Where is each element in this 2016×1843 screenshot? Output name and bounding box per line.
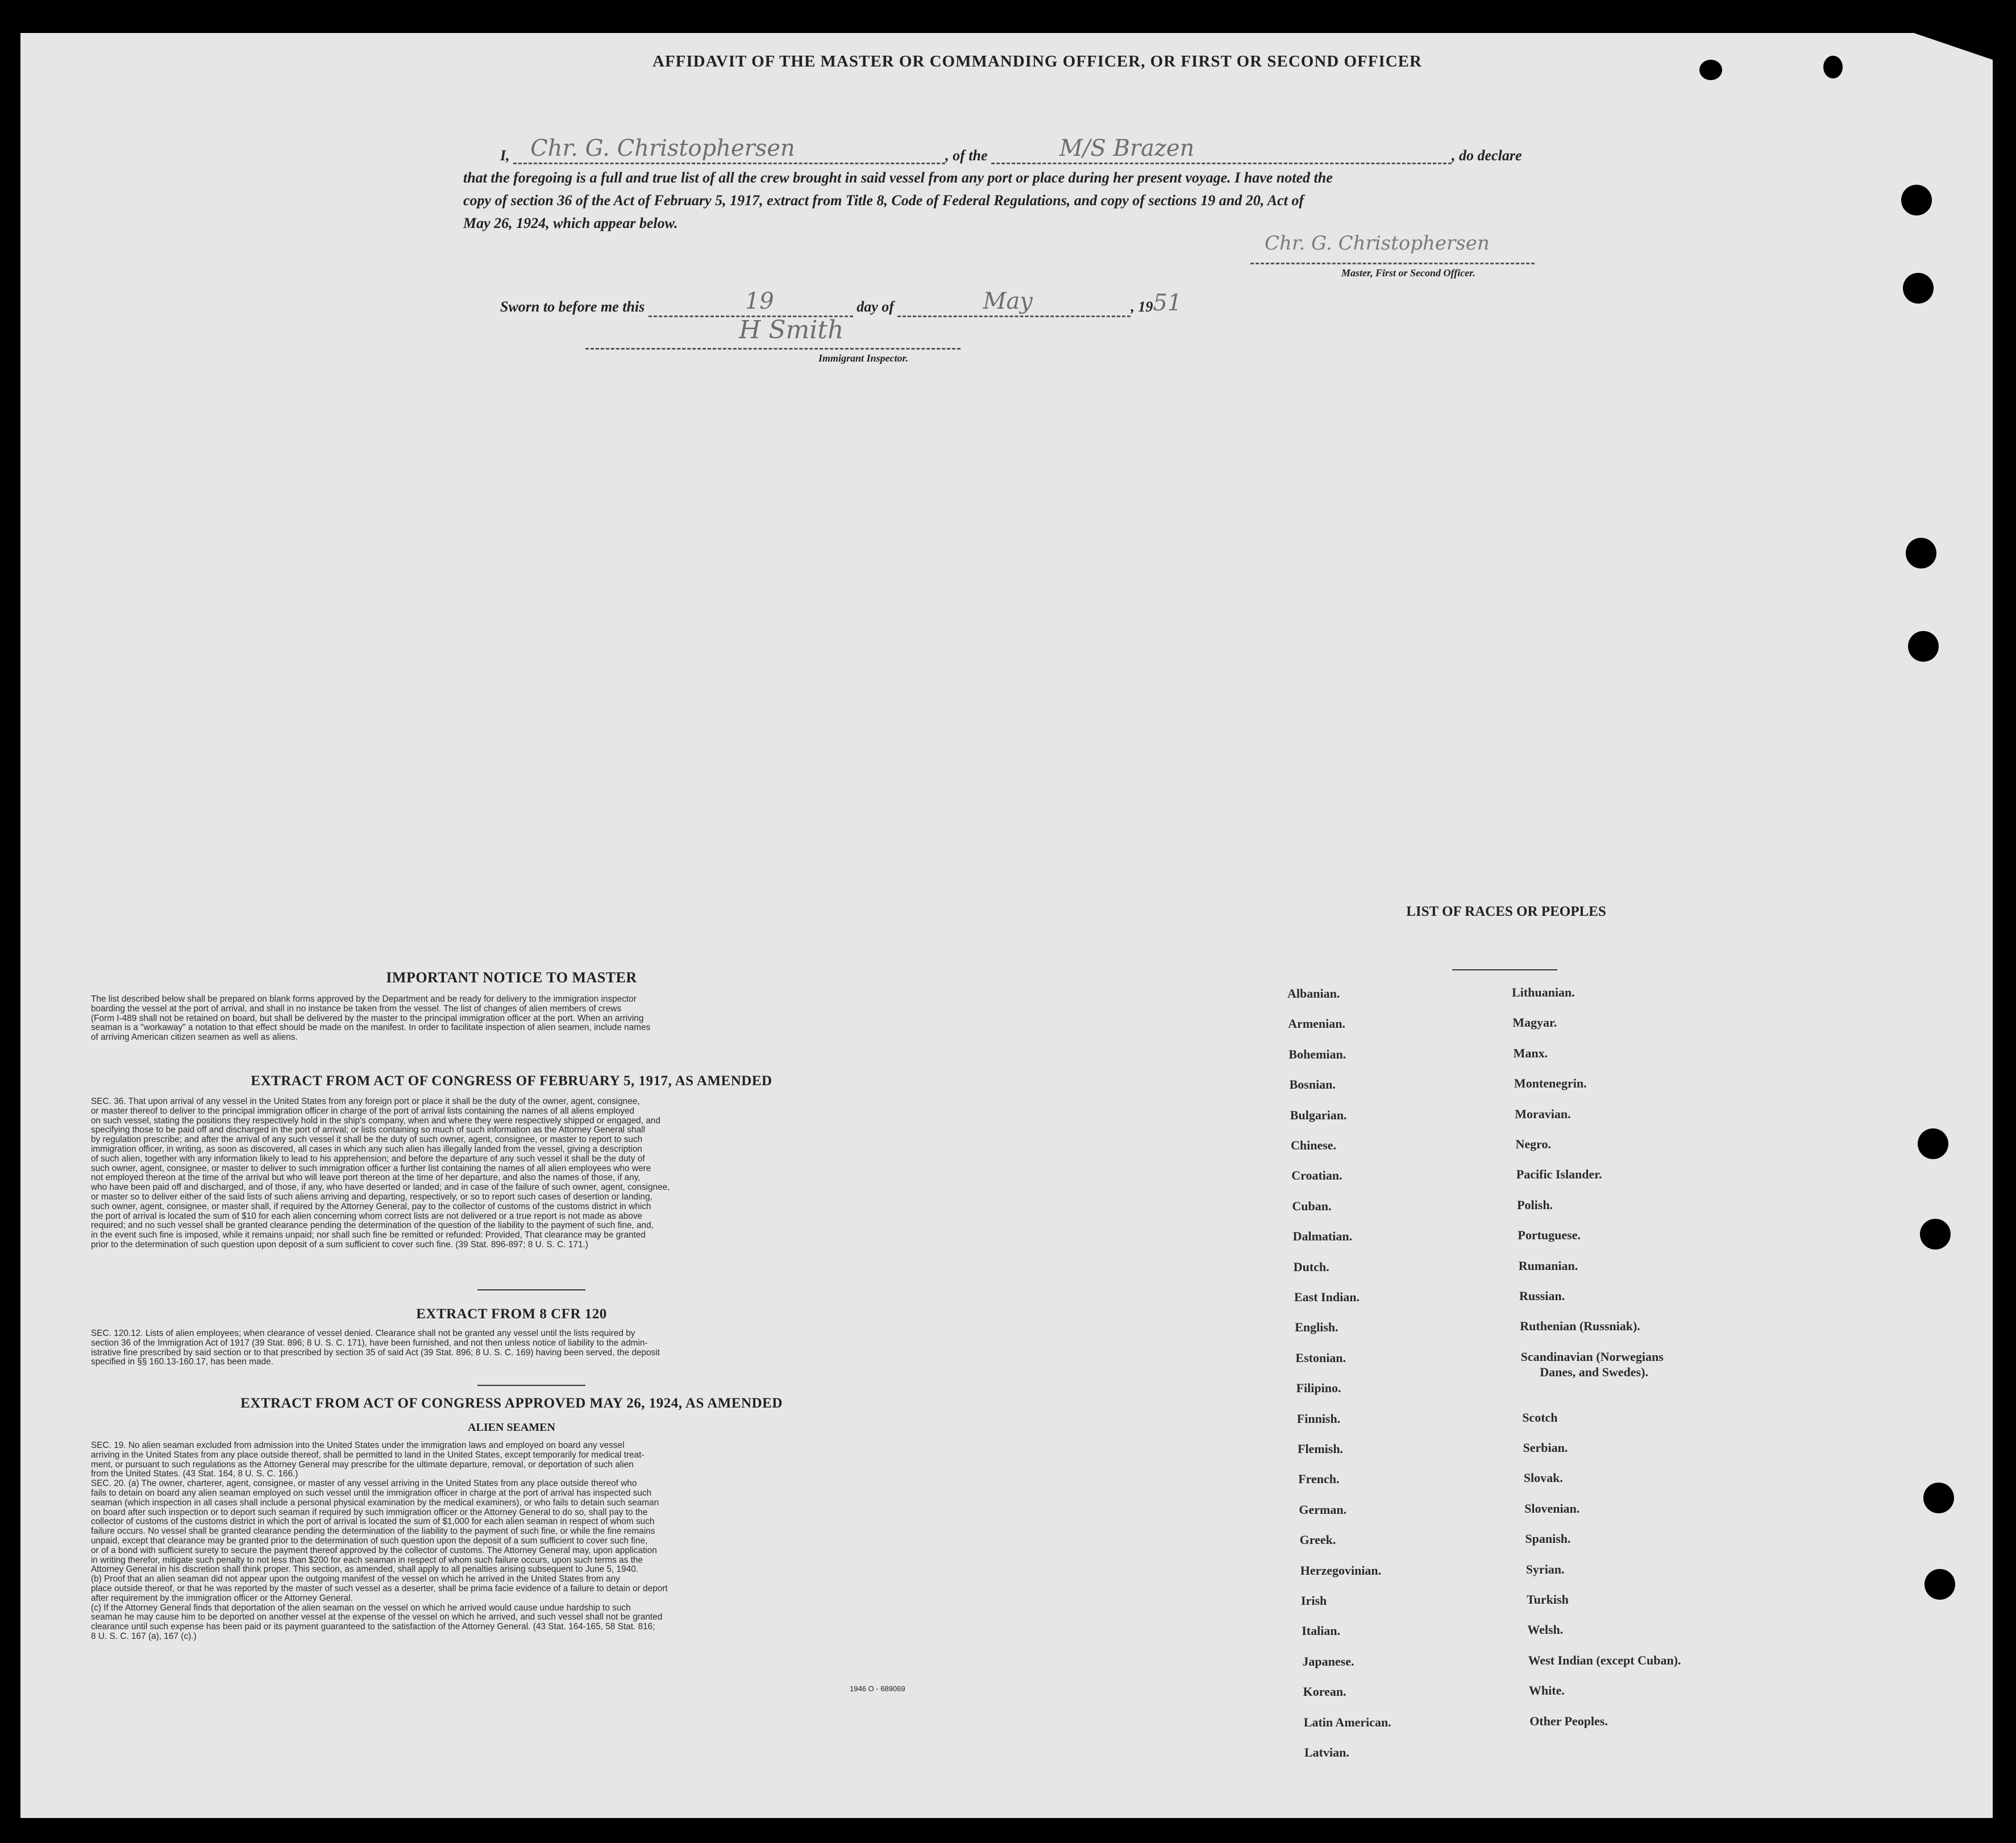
race-item: Estonian. (1295, 1350, 1346, 1365)
race-item: Finnish. (1296, 1411, 1341, 1426)
body-line: in writing therefor, mitigate such penalty to not less than $200 for each seaman in respect of whom such failure occurs, upon such terms as the (91, 1555, 643, 1565)
vessel-name-handwriting: M/S Brazen (1059, 135, 1195, 161)
extract-1924-body (91, 1441, 938, 1642)
body-line: clearance until such expense has been paid or its payment guaranteed to the satisfaction of the Attorney General. (43 Stat. 164-165, 58 Stat. 816; (91, 1622, 655, 1632)
race-item: Bosnian. (1289, 1077, 1336, 1092)
race-item: Turkish (1527, 1592, 1569, 1607)
divider-rule (477, 1289, 585, 1290)
notice-body (91, 995, 938, 1043)
race-item: Negro. (1515, 1137, 1552, 1151)
race-item: Scandinavian (Norwegians (1520, 1349, 1664, 1364)
race-item: Other Peoples. (1529, 1713, 1608, 1728)
race-item: Pacific Islander. (1516, 1167, 1602, 1182)
extract-cfr-title: EXTRACT FROM 8 CFR 120 (416, 1306, 607, 1322)
race-item: Herzegovinian. (1300, 1563, 1382, 1578)
punch-hole (1920, 1219, 1951, 1250)
sworn-prefix: Sworn to before me this (500, 298, 645, 315)
body-line: from the United States. (43 Stat. 164, 8 U. S. C. 166.) (91, 1469, 298, 1479)
vessel-name-field (991, 135, 1452, 164)
race-item: Croatian. (1291, 1168, 1342, 1183)
race-item: Portuguese. (1518, 1228, 1581, 1243)
declaration-line-2: that the foregoing is a full and true list of all the crew brought in said vessel from any port or place during her present voyage. I have noted the (463, 169, 1333, 186)
body-line: such owner, agent, consignee, or master to deliver to such immigration officer a further list containing the names of all alien employees who were (91, 1163, 651, 1173)
race-item: White. (1528, 1683, 1565, 1698)
master-name-field (513, 135, 945, 164)
race-item: Japanese. (1302, 1654, 1354, 1668)
divider-rule (477, 1385, 585, 1386)
body-line: SEC. 20. (a) The owner, charterer, agent, consignee, or master of any vessel arriving in the United States from any place outside thereof who (91, 1479, 637, 1489)
race-item: Rumanian. (1518, 1258, 1578, 1273)
extract-1924-title: EXTRACT FROM ACT OF CONGRESS APPROVED MAY 26, 1924, AS AMENDED (240, 1396, 783, 1411)
race-item: Latvian. (1304, 1745, 1349, 1759)
punch-hole (1923, 1483, 1954, 1513)
punch-hole (1924, 1569, 1955, 1600)
race-item: Russian. (1519, 1289, 1565, 1303)
year-handwriting: 51 (1153, 290, 1182, 316)
race-item: Italian. (1302, 1624, 1341, 1638)
body-line: prior to the determination of such question upon deposit of a sum sufficient to cover such fine. (39 Stat. 896-897; 8 U. S. C. 171.) (91, 1239, 588, 1250)
punch-hole (1903, 273, 1934, 304)
body-line: collector of customs of the customs district in which the port of arrival is located the sum of $1,000 for each alien seaman in respect of whom such (91, 1517, 655, 1527)
body-line: Attorney General in his discretion shall think proper. This section, as amended, shall apply to all penalties arising subsequent to June 5, 1940. (91, 1564, 639, 1575)
sworn-month-handwriting: May (983, 288, 1033, 314)
race-item: German. (1299, 1502, 1347, 1517)
race-item: Welsh. (1527, 1622, 1564, 1637)
body-line: seaman (which inspection in all cases shall include a personal physical examination by the medical examiners), or who fails to detain such seaman (91, 1497, 659, 1508)
sworn-line (500, 288, 1182, 317)
body-line: failure occurs. No vessel shall be granted clearance pending the determination of the liability to the payment of such fine, or while the fine remains (91, 1526, 655, 1537)
race-item: Slovenian. (1524, 1501, 1580, 1516)
race-item: Dalmatian. (1292, 1229, 1353, 1244)
affidavit-title: AFFIDAVIT OF THE MASTER OR COMMANDING OFFICER, OR FIRST OR SECOND OFFICER (652, 52, 1422, 70)
body-line: 8 U. S. C. 167 (a), 167 (c).) (91, 1631, 197, 1641)
body-line: or master so to deliver either of the said lists of such aliens arriving and departing, respectively, or so to report such cases of desertion or landing, (91, 1192, 652, 1202)
races-title-rule (1452, 969, 1557, 970)
sworn-day-handwriting: 19 (745, 288, 774, 314)
race-item: Chinese. (1291, 1138, 1337, 1152)
body-line: after requirement by the immigration officer or the Attorney General. (91, 1593, 353, 1603)
body-line: of such alien, together with any information likely to lead to his apprehension; and before the departure of any such vessel it shall be the duty of (91, 1153, 645, 1164)
race-item: Greek. (1299, 1533, 1336, 1547)
body-line: on such vessel, stating the positions they respectively hold in the ship's company, when and where they were respectively shipped or engaged, and (91, 1115, 660, 1126)
body-line: istrative fine prescribed by said section or to that prescribed by section 35 of said Act (39 Stat. 896; 8 U. S. C. 169) having been served, the deposit (91, 1347, 660, 1358)
race-item: Magyar. (1512, 1015, 1557, 1030)
race-item: Dutch. (1293, 1259, 1329, 1274)
body-line: SEC. 19. No alien seaman excluded from admission into the United States under the immigration laws and employed on board any vessel (91, 1441, 625, 1450)
race-item: Scotch (1522, 1410, 1558, 1425)
declaration-line-3: copy of section 36 of the Act of February 5, 1917, extract from Title 8, Code of Federal Regulations, and copy of sections 19 and 20, Act of (463, 192, 1304, 209)
body-line: SEC. 36. That upon arrival of any vessel in the United States from any foreign port or place it shall be the duty of the owner, agent, consignee, (91, 1097, 640, 1106)
body-line: specifying those to be paid off and discharged in the port of arrival; or lists containing so much of such information as the Attorney General shall (91, 1125, 646, 1135)
races-title: LIST OF RACES OR PEOPLES (1406, 904, 1606, 919)
race-item: Bohemian. (1288, 1047, 1346, 1061)
punch-hole (1906, 538, 1936, 568)
punch-hole (1918, 1128, 1948, 1159)
race-item: Irish (1301, 1593, 1327, 1608)
body-line: (Form I-489 shall not be retained on board, but shall be delivered by the master to the principal immigration officer at the port. When an arriving (91, 1013, 644, 1023)
extract-1917-body (91, 1097, 938, 1250)
race-item: Bulgarian. (1290, 1107, 1347, 1122)
declaration-of-the: , of the (945, 147, 988, 164)
year-prefix: , 19 (1130, 298, 1153, 315)
body-line: immigration officer, in writing, as soon as discovered, all cases in which any such alien has illegally landed from the vessel, giving a description (91, 1144, 642, 1154)
body-line: unpaid, except that clearance may be granted prior to the determination of such question upon the deposit of a sum sufficient to cover such fine, (91, 1535, 648, 1546)
race-item: Slovak. (1523, 1471, 1563, 1485)
print-code: 1946 O - 689069 (850, 1684, 905, 1693)
sworn-month-field (897, 288, 1130, 317)
body-line: or master thereof to deliver to the principal immigration officer in charge of the port of arrival lists containing the names of all aliens employed (91, 1106, 635, 1116)
body-line: SEC. 120.12. Lists of alien employees; when clearance of vessel denied. Clearance shall not be granted any vessel until the lists required by (91, 1329, 635, 1338)
race-item: Moravian. (1515, 1106, 1571, 1121)
sworn-day-field (649, 288, 853, 317)
body-line: the port of arrival is located the sum of $10 for each alien concerning whom correct lists are not delivered or a true report is not made as above (91, 1211, 643, 1221)
body-line: place outside thereof, or that he was reported by the master of such vessel as a deserter, shall be prima facie evidence of a failure to detain or deport (91, 1583, 668, 1593)
race-item: Albanian. (1287, 986, 1340, 1001)
race-item: Cuban. (1292, 1198, 1332, 1213)
body-line: ment, or pursuant to such regulations as the Attorney General may prescribe for the ultimate departure, removal, or deportation of such alien (91, 1459, 634, 1470)
declaration-line-1 (500, 135, 1522, 164)
day-of-label: day of (857, 298, 894, 315)
race-item: Lithuanian. (1512, 985, 1575, 999)
race-item: Spanish. (1525, 1531, 1571, 1546)
punch-hole (1908, 631, 1939, 662)
body-line: required; and no such vessel shall be granted clearance pending the determination of the question of the liability to the payment of such fine, and, (91, 1221, 654, 1231)
master-signature: Chr. G. Christophersen (1265, 232, 1490, 255)
notice-title: IMPORTANT NOTICE TO MASTER (386, 969, 637, 986)
race-item: French. (1298, 1472, 1340, 1487)
body-line: boarding the vessel at the port of arrival, and shall in no instance be taken from the vessel. The list of changes of alien members of crews (91, 1003, 622, 1014)
inspector-caption: Immigrant Inspector. (818, 352, 909, 364)
extract-1924-subtitle: ALIEN SEAMEN (468, 1421, 555, 1434)
race-item: Flemish. (1298, 1442, 1344, 1456)
body-line: who have been paid off and discharged, and of those, if any, who have deserted or landed; and in case of the failure of such owner, agent, consignee, (91, 1182, 670, 1193)
punch-hole (1901, 185, 1932, 215)
race-item: English. (1295, 1320, 1339, 1335)
race-item: Serbian. (1523, 1441, 1568, 1455)
race-item: Polish. (1517, 1197, 1553, 1212)
body-line: or of a bond with sufficient surety to secure the payment thereof approved by the collector of customs. The Attorney General may, upon application (91, 1545, 657, 1555)
body-line: in the event such fine is imposed, while it remains unpaid; nor shall such fine be remitted or refunded: Provided, That clearance may be granted (91, 1230, 646, 1240)
race-item: Filipino. (1296, 1381, 1341, 1396)
body-line: fails to detain on board any alien seaman employed on such vessel until the immigration officer in charge at the port of arrival has inspected such (91, 1488, 652, 1498)
punch-hole (1699, 60, 1722, 80)
race-item: Ruthenian (Russniak). (1520, 1319, 1640, 1334)
body-line: (b) Proof that an alien seaman did not appear upon the outgoing manifest of the vessel on which he arrived in the United States from any (91, 1574, 620, 1584)
master-caption: Master, First or Second Officer. (1341, 267, 1475, 279)
declaration-do-declare: , do declare (1452, 147, 1522, 164)
race-item: Korean. (1303, 1684, 1346, 1699)
body-line: seaman is a "workaway" a notation to that effect should be made on the manifest. In order to facilitate inspection of alien seamen, include names (91, 1023, 651, 1033)
punch-hole (1823, 56, 1843, 78)
master-name-handwriting: Chr. G. Christophersen (530, 135, 795, 161)
declaration-prefix: I, (500, 147, 510, 164)
body-line: not employed thereon at the time of the arrival but who will leave port thereon at the time of her departure, and also the names of those, if any, (91, 1173, 641, 1183)
body-line: on board after such inspection or to deport such seaman if required by such immigration officer or the Attorney General to do so, shall pay to the (91, 1507, 648, 1517)
master-signature-line (1250, 261, 1535, 264)
inspector-signature: H Smith (739, 316, 844, 344)
race-item: West Indian (except Cuban). (1528, 1653, 1681, 1667)
body-line: of arriving American citizen seamen as well as aliens. (91, 1032, 298, 1043)
declaration-line-4: May 26, 1924, which appear below. (463, 215, 678, 231)
race-item: East Indian. (1294, 1290, 1360, 1304)
body-line: The list described below shall be prepared on blank forms approved by the Department and be ready for delivery to the immigration inspector (91, 994, 637, 1004)
body-line: section 36 of the Immigration Act of 1917 (39 Stat. 896; 8 U. S. C. 171), have been furnished, and not then unless notice of liability to the admin- (91, 1338, 648, 1348)
extract-1917-title: EXTRACT FROM ACT OF CONGRESS OF FEBRUARY 5, 1917, AS AMENDED (251, 1073, 772, 1089)
body-line: seaman he may cause him to be deported on another vessel at the expense of the vessel on which he arrived, and such vessel shall not be granted (91, 1612, 663, 1622)
body-line: specified in §§ 160.13-160.17, has been made. (91, 1357, 273, 1367)
body-line: such owner, agent, consignee, or master shall, if required by the Attorney General, pay to the collector of customs of the customs district in which (91, 1201, 651, 1211)
extract-cfr-body (91, 1329, 938, 1367)
race-item: Latin American. (1303, 1715, 1391, 1729)
inspector-signature-line (585, 347, 961, 350)
race-item: Montenegrin. (1514, 1076, 1587, 1091)
body-line: arriving in the United States from any place outside thereof, shall be permitted to land in the United States, except temporarily for medical treat- (91, 1450, 645, 1460)
race-item: Manx. (1513, 1045, 1548, 1060)
race-item: Armenian. (1288, 1016, 1346, 1031)
body-line: by regulation prescribe; and after the arrival of any such vessel it shall be the duty of such owner, agent, consignee, or master to report to such (91, 1135, 643, 1145)
race-item: Danes, and Swedes). (1540, 1364, 1648, 1379)
race-item: Syrian. (1525, 1562, 1565, 1576)
body-line: (c) If the Attorney General finds that deportation of the alien seaman on the vessel on which he arrived would cause undue hardship to such (91, 1603, 631, 1613)
